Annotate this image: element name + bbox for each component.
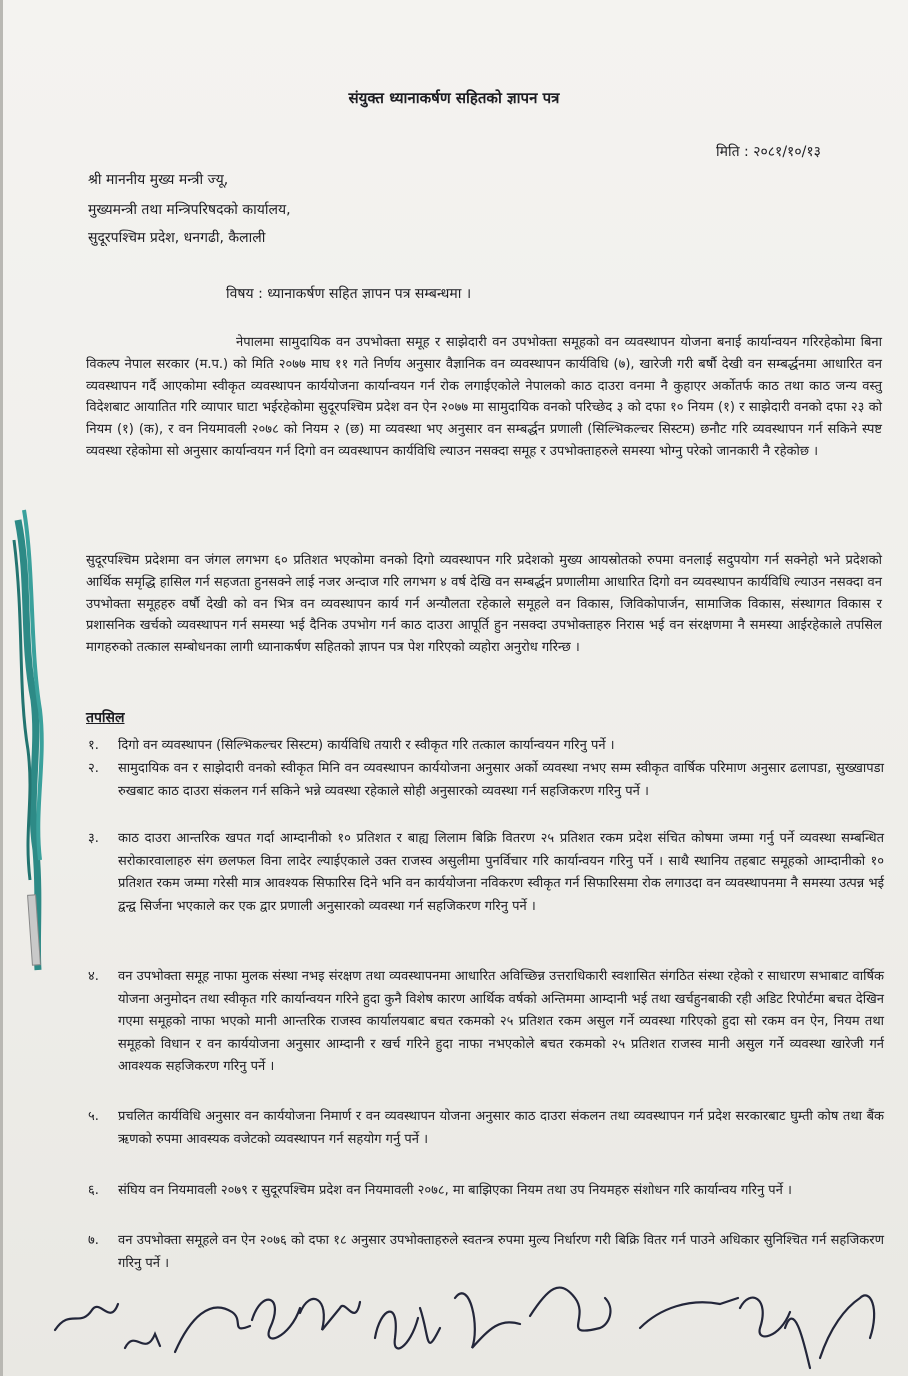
list-item bbox=[88, 1106, 884, 1151]
signature bbox=[300, 1299, 360, 1330]
list-item-text: संघिय वन नियमावली २०७९ र सुदूरपश्चिम प्रदेश वन नियमावली २०७८, मा बाझिएका नियम तथा उप नियमहरु संशोधन गरि कार्यान्वय गरिनु पर्ने । bbox=[118, 1183, 792, 1198]
signature bbox=[375, 1312, 418, 1349]
list-item-text: काठ दाउरा आन्तरिक खपत गर्दा आम्दानीको १० प्रतिशत र बाह्य लिलाम बिक्रि वितरण २५ प्रतिशत रकम प्रदेश संचित कोषमा जम्मा गर्नु पर्ने व्यवस्था सम्बन्धित सरोकारवालाहरु संग छलफल विना लादेर ल्याईएकाले उक्त राजस्व असुलीमा पुनर्विचार गरि कार्यान्वयन गरिनु पर्ने । साथै स्थानिय तहबाट समूहको आम्दानीको १० प्रतिशत रकम जम्मा गरेसी मात्र आवश्यक सिफारिस दिने भनि वन कार्ययोजना नविकरण स्वीकृत गर्न सिफारिसमा रोक लगाउदा वन व्यवस्थापनमा नै समस्या उत्पन्न भई द्वन्द्व सिर्जना भएकाले कर एक द्वार प्रणाली अनुसारको व्यवस्था गर्न सहजिकरण गरिनु पर्ने । bbox=[118, 831, 884, 914]
list-item-number: १. bbox=[88, 738, 99, 753]
list-item-text: वन उपभोक्ता समूहले वन ऐन २०७६ को दफा १८ अनुसार उपभोक्ताहरुले स्वतन्त्र रुपमा मुल्य निर्धारण गरी बिक्रि वितर गर्न पाउने अधिकार सुनिश्चित गर्न सहजिकरण गरिनु पर्ने । bbox=[118, 1233, 884, 1271]
subject-line: विषय : ध्यानाकर्षण सहित ज्ञापन पत्र सम्बन्धमा । bbox=[226, 286, 472, 302]
list-item-number: ५. bbox=[88, 1109, 99, 1124]
list-item-text: वन उपभोक्ता समूह नाफा मुलक संस्था नभइ संरक्षण तथा व्यवस्थापनमा आधारित अविच्छिन्न उत्तराधिकारी स्वशासित संगठित संस्था रहेको र साधारण सभाबाट वार्षिक योजना अनुमोदन तथा स्वीकृत गरि कार्यान्वयन गरिने हुदा कुनै विशेष कारण आर्थिक वर्षको अन्तिममा आम्दानी भई तथा खर्चहुनबाकी रही अडिट रिपोर्टमा बचत देखिन गएमा समूहको नाफा भएको मानी आन्तरिक राजस्व कार्यालयबाट बचत रकमको २५ प्रतिशत रकम असुल गर्ने व्यवस्था गरिएको हुदा सो रकम वन ऐन, नियम तथा समूहको विधान र वन कार्ययोजना अनुसार आम्दानी र खर्च गरिने हुदा नाफा नभएकोले बचत रकमको २५ प्रतिशत राजस्व मानी असुल गर्ने व्यवस्था खारेजी गर्न आवश्यक सहजिकरण गरिनु पर्ने । bbox=[118, 969, 884, 1074]
list-item-text: सामुदायिक वन र साझेदारी वनको स्वीकृत मिनि वन व्यवस्थापन कार्ययोजना अनुसार अर्को व्यवस्था नभए सम्म स्वीकृत वार्षिक परिमाण अनुसार ढलापडा, सुख्खापडा रुखबाट काठ दाउरा संकलन गर्न सकिने भन्ने व्यवस्था रहेकाले सोही अनुसारको व्यवस्था गर्न सहजिकरण गरिनु पर्ने । bbox=[118, 761, 884, 799]
list-item bbox=[88, 966, 884, 1079]
signatures-row bbox=[0, 1268, 908, 1376]
signature bbox=[175, 1307, 250, 1352]
addressee-line-1: श्री माननीय मुख्य मन्त्री ज्यू, bbox=[88, 172, 229, 188]
signature bbox=[530, 1288, 610, 1331]
body-paragraph-2: सुदूरपश्चिम प्रदेशमा वन जंगल लगभग ६० प्रतिशत भएकोमा वनको दिगो व्यवस्थापन गरि प्रदेशको मुख्य आयस्रोतको रुपमा वनलाई सदुपयोग गर्न सक्नेहो भने प्रदेशको आर्थिक समृद्धि हासिल गर्न सहजता हुनसक्ने लाई नजर अन्दाज गरि लगभग ४ वर्ष देखि वन सम्बर्द्धन प्रणालीमा आधारित दिगो वन व्यवस्थापन कार्यविधि ल्याउन नसक्दा वन उपभोक्ता समूहहरु वर्षौ देखी को वन भित्र वन व्यवस्थापन कार्य गर्न अन्यौलता रहेकाले समूहले वन विकास, जिविकोपार्जन, सामाजिक विकास, संस्थागत विकास र प्रशासनिक खर्चको व्यवस्थापन गर्न समस्या भई दैनिक उपभोग गर्न काठ दाउरा आपूर्ति हुन नसक्दा उपभोक्ताहरु निरास भई वन संरक्षणमा नै समस्या आईरहेकाले तपसिल मागहरुको तत्काल सम्बोधनका लागी ध्यानाकर्षण सहितको ज्ञापन पत्र पेश गरिएको व्यहोरा अनुरोध गरिन्छ । bbox=[86, 553, 882, 656]
list-item bbox=[88, 1180, 884, 1203]
document-title: संयुक्त ध्यानाकर्षण सहितको ज्ञापन पत्र bbox=[348, 89, 560, 107]
binding-string bbox=[0, 500, 70, 980]
addressee-line-2: मुख्यमन्त्री तथा मन्त्रिपरिषदको कार्यालय, bbox=[88, 202, 291, 218]
list-item-number: ७. bbox=[88, 1233, 99, 1248]
signature bbox=[740, 1298, 790, 1337]
list-item-number: ६. bbox=[88, 1183, 99, 1198]
document-date: मिति : २०८१/१०/१३ bbox=[716, 144, 821, 160]
signature bbox=[820, 1295, 874, 1358]
signature bbox=[252, 1300, 300, 1339]
signature bbox=[55, 1304, 118, 1330]
addressee-line-3: सुदूरपश्चिम प्रदेश, धनगढी, कैलाली bbox=[88, 230, 266, 246]
signature bbox=[420, 1308, 440, 1343]
signature bbox=[455, 1293, 520, 1348]
list-item-number: ४. bbox=[88, 969, 99, 984]
signature bbox=[785, 1319, 810, 1368]
list-item bbox=[88, 758, 884, 803]
tapsil-heading: तपसिल bbox=[86, 710, 125, 726]
list-item-text: दिगो वन व्यवस्थापन (सिल्भिकल्चर सिस्टम) कार्यविधि तयारी र स्वीकृत गरि तत्काल कार्यान्वयन गरिनु पर्ने । bbox=[118, 738, 615, 753]
signature bbox=[640, 1298, 738, 1328]
signature bbox=[125, 1334, 160, 1348]
list-item-number: २. bbox=[88, 761, 99, 776]
list-item bbox=[88, 828, 884, 918]
list-item-number: ३. bbox=[88, 831, 99, 846]
list-item bbox=[88, 735, 884, 758]
body-paragraph-1: नेपालमा सामुदायिक वन उपभोक्ता समूह र साझेदारी वन उपभोक्ता समूहको वन व्यवस्थापन योजना बनाई कार्यान्वयन गरिरहेकोमा बिना विकल्प नेपाल सरकार (म.प.) को मिति २०७७ माघ ११ गते निर्णय अनुसार वैज्ञानिक वन व्यवस्थापन कार्यविधि (७), खारेजी गरी बर्षौ देखी वन सम्बर्द्धनमा आधारित वन व्यवस्थापन गर्दै आएकोमा स्वीकृत व्यवस्थापन कार्ययोजना कार्यान्वयन गर्न रोक लगाईएकोले नेपालको काठ दाउरा वनमा नै कुहाएर अर्कोतर्फ काठ तथा काठ जन्य वस्तु विदेशबाट आयातित गरि व्यापार घाटा भईरहेकोमा सुदूरपश्चिम प्रदेश वन ऐन २०७७ मा सामुदायिक वनको परिच्छेद ३ को दफा १० नियम (१) र साझेदारी वनको दफा २३ को नियम (१) (क), र वन नियमावली २०७८ को नियम २ (छ) मा व्यवस्था भए अनुसार वन सम्बर्द्धन प्रणाली (सिल्भिकल्चर सिस्टम) छनौट गरि व्यवस्थापन गर्न सकिने स्पष्ट व्यवस्था रहेकोमा सो अनुसार कार्यान्वयन गर्न दिगो वन व्यवस्थापन कार्यविधि ल्याउन नसक्दा समूह र उपभोक्ताहरुले समस्या भोग्नु परेको जानकारी नै रहेकोछ । bbox=[86, 335, 882, 459]
list-item-text: प्रचलित कार्यविधि अनुसार वन कार्ययोजना निमार्ण र वन व्यवस्थापन योजना अनुसार काठ दाउरा संकलन तथा व्यवस्थापन गर्न प्रदेश सरकारबाट घुम्ती कोष तथा बैंक ऋणको रुपमा आवस्यक वजेटको व्यवस्थापन गर्न सहयोग गर्नु पर्ने । bbox=[118, 1109, 884, 1147]
